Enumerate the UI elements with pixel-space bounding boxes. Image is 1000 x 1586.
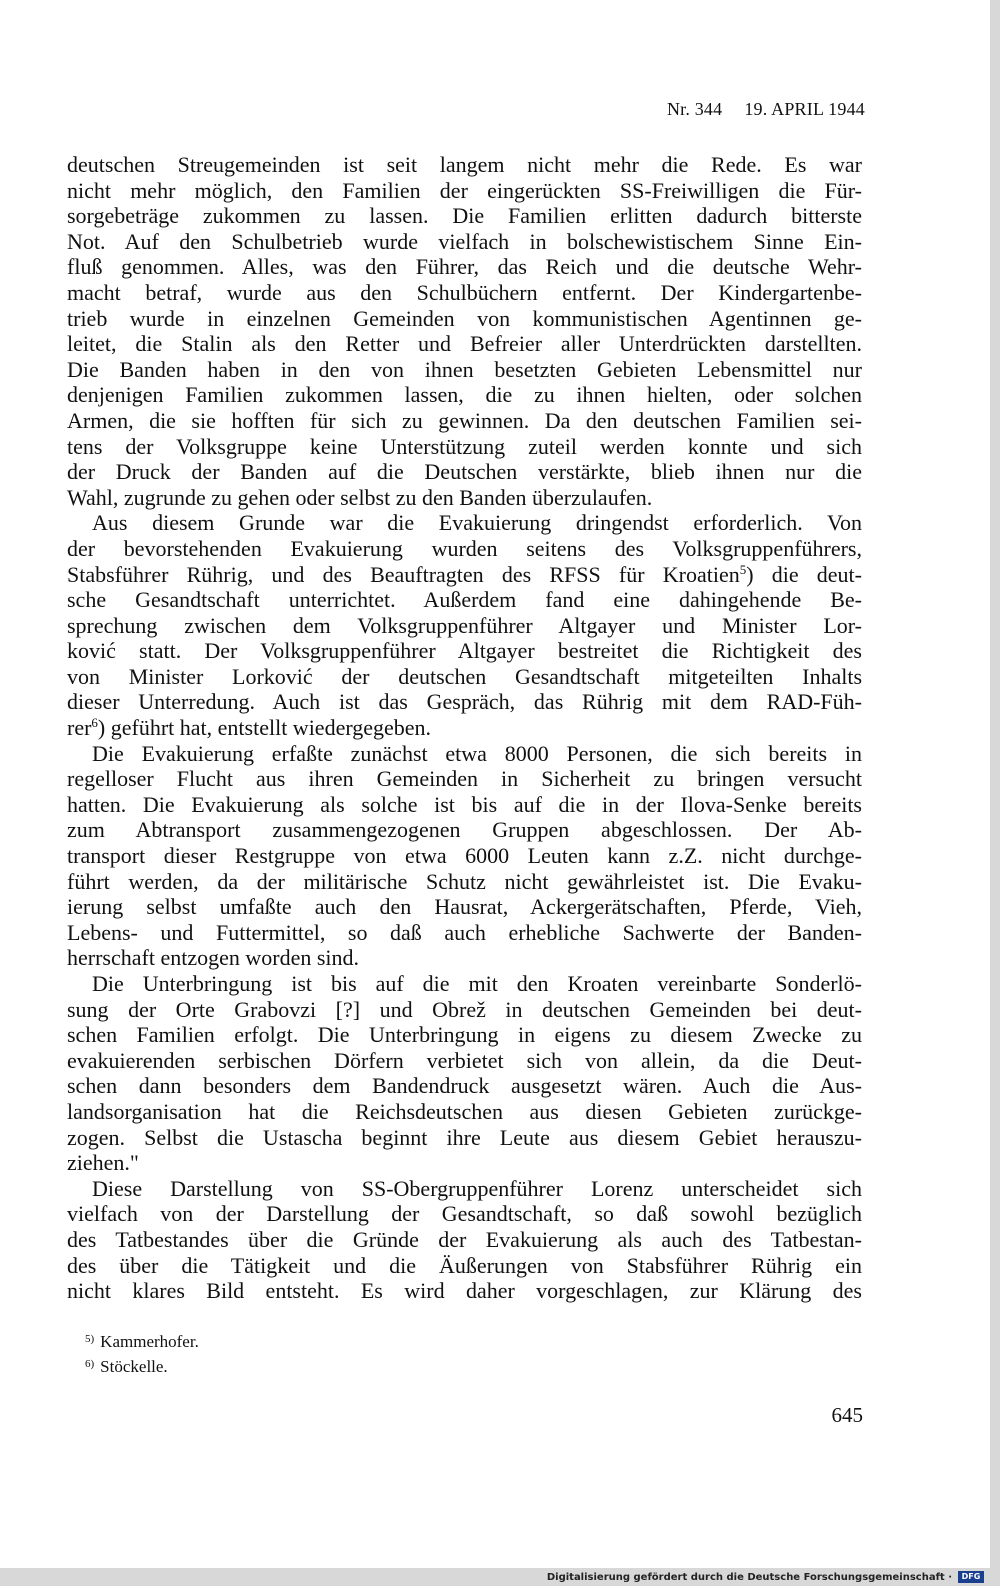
text-line: [67, 408, 862, 434]
text-line-content: regelloser Flucht aus ihren Gemeinden in Sicherheit zu bringen versucht: [67, 766, 862, 792]
text-line: [67, 1048, 862, 1074]
text-line-content: hatten. Die Evakuierung als solche ist bis auf die in der Ilova-Senke bereits: [67, 791, 862, 817]
document-date: 19. APRIL 1944: [744, 99, 865, 119]
text-line-content: Armen, die sie hofften für sich zu gewinnen. Da den deutschen Familien sei-: [67, 407, 862, 433]
text-line-content: des Tatbestandes über die Gründe der Evakuierung als auch des Tatbestan-: [67, 1226, 862, 1252]
text-line: [67, 280, 862, 306]
text-line-content: landsorganisation hat die Reichsdeutschen aus diesen Gebieten zurückge-: [67, 1098, 862, 1124]
text-line-content: Diese Darstellung von SS-Obergruppenführer Lorenz unterscheidet sich: [92, 1175, 862, 1201]
text-line: [67, 1227, 862, 1253]
text-line-content: sorgebeträge zukommen zu lassen. Die Familien erlitten dadurch bitterste: [67, 203, 862, 229]
text-line-content: macht betraf, wurde aus den Schulbüchern entfernt. Der Kindergartenbe-: [67, 279, 862, 305]
text-line: [67, 1099, 862, 1125]
text-line-content: der bevorstehenden Evakuierung wurden seitens des Volksgruppenführers,: [67, 535, 862, 561]
text-line-content: ković statt. Der Volksgruppenführer Altgayer bestreitet die Richtigkeit des: [67, 638, 862, 664]
footnote-text: Kammerhofer.: [100, 1332, 199, 1351]
text-line: [67, 1176, 862, 1202]
text-line-content: herrschaft entzogen worden sind.: [67, 945, 360, 971]
text-line: [67, 1150, 862, 1176]
dfg-logo: DFG: [958, 1571, 984, 1583]
footnote-reference: 5: [739, 561, 747, 577]
text-line: [67, 562, 862, 588]
text-line: [67, 664, 862, 690]
text-line-content: nicht klares Bild entsteht. Es wird daher vorgeschlagen, zur Klärung des: [67, 1278, 862, 1304]
text-line: [67, 945, 862, 971]
text-line-content: Wahl, zugrunde zu gehen oder selbst zu den Banden überzulaufen.: [67, 484, 653, 510]
text-line-content: sprechung zwischen dem Volksgruppenführer Altgayer und Minister Lor-: [67, 612, 862, 638]
text-line: [67, 1125, 862, 1151]
footnote-mark: 6): [85, 1358, 95, 1370]
text-line: [67, 1201, 862, 1227]
text-line: [67, 485, 862, 511]
text-line-content: tens der Volksgruppe keine Unterstützung zuteil werden konnte und sich: [67, 433, 862, 459]
text-line-content: zogen. Selbst die Ustascha beginnt ihre Leute aus diesem Gebiet herauszu-: [67, 1124, 862, 1150]
text-line-continuation: ) die deut-: [746, 561, 862, 587]
text-line-content: Die Banden haben in den von ihnen besetzten Gebieten Lebensmittel nur: [67, 356, 862, 382]
text-line-content: denjenigen Familien zukommen lassen, die zu ihnen hielten, oder solchen: [67, 382, 862, 408]
text-line-content: Die Unterbringung ist bis auf die mit den Kroaten vereinbarte Sonderlö-: [92, 971, 862, 996]
text-line-content: ierung selbst umfaßte auch den Hausrat, Ackergerätschaften, Pferde, Vieh,: [67, 894, 862, 920]
text-line: [67, 1022, 862, 1048]
footnote-reference: 6: [91, 715, 98, 731]
page-header: [667, 99, 865, 120]
text-line-content: evakuierenden serbischen Dörfern verbietet sich von allein, da die Deut-: [67, 1047, 862, 1073]
text-line-content: schen dann besonders dem Bandendruck ausgesetzt wären. Auch die Aus-: [67, 1073, 862, 1099]
text-line-content: rer: [67, 715, 92, 741]
text-line-content: Not. Auf den Schulbetrieb wurde vielfach in bolschewistischem Sinne Ein-: [67, 228, 862, 254]
text-line: [67, 997, 862, 1023]
text-line-content: zum Abtransport zusammengezogenen Gruppen abgeschlossen. Der Ab-: [67, 817, 862, 843]
text-line: [67, 434, 862, 460]
text-line-content: schen Familien erfolgt. Die Unterbringung in eigens zu diesem Zwecke zu: [67, 1022, 862, 1048]
footnotes: [85, 1328, 199, 1378]
text-line: [67, 510, 862, 536]
document-number: Nr. 344: [666, 99, 723, 119]
text-line-content: deutschen Streugemeinden ist seit langem nicht mehr die Rede. Es war: [67, 152, 862, 177]
text-line: [67, 178, 862, 204]
text-line: [67, 203, 862, 229]
text-line-content: des über die Tätigkeit und die Äußerungen von Stabsführer Rührig ein: [67, 1252, 862, 1278]
text-line-content: sung der Orte Grabovzi [?] und Obrež in deutschen Gemeinden bei deut-: [67, 996, 862, 1022]
text-line: [67, 229, 862, 255]
text-line-content: nicht mehr möglich, den Familien der eingerückten SS-Freiwilligen die Für-: [67, 177, 862, 203]
text-line-content: vielfach von der Darstellung der Gesandtschaft, so daß sowohl bezüglich: [67, 1201, 862, 1227]
text-line: [67, 382, 862, 408]
digitization-footer: [0, 1568, 1000, 1586]
text-line: [67, 869, 862, 895]
footnote: [85, 1328, 199, 1353]
text-line: [67, 306, 862, 332]
text-line-content: sche Gesandtschaft unterrichtet. Außerdem fand eine dahingehende Be-: [67, 587, 862, 613]
footnote-text: Stöckelle.: [100, 1357, 168, 1376]
text-line: [67, 1253, 862, 1279]
text-line: [67, 920, 862, 946]
text-line: [67, 715, 862, 741]
text-line: [67, 536, 862, 562]
text-line: [67, 792, 862, 818]
text-line: [67, 689, 862, 715]
text-line-content: leitet, die Stalin als den Retter und Befreier aller Unterdrückten darstellten.: [67, 331, 862, 357]
footnote-mark: 5): [85, 1333, 95, 1345]
text-line-content: von Minister Lorković der deutschen Gesandtschaft mitgeteilten Inhalts: [67, 663, 862, 689]
text-line-content: der Druck der Banden auf die Deutschen verstärkte, blieb ihnen nur die: [67, 459, 862, 485]
text-line: [67, 843, 862, 869]
text-line-content: Stabsführer Rührig, und des Beauftragten des RFSS für Kroatien: [67, 561, 740, 587]
text-line-continuation: ) geführt hat, entstellt wiedergegeben.: [97, 715, 432, 741]
text-line: [67, 638, 862, 664]
text-line-content: Lebens- und Futtermittel, so daß auch erhebliche Sachwerte der Banden-: [67, 919, 862, 945]
text-line: [67, 766, 862, 792]
text-line-content: führt werden, da der militärische Schutz nicht gewährleistet ist. Die Evaku-: [67, 868, 862, 894]
text-line-content: dieser Unterredung. Auch ist das Gespräch, das Rührig mit dem RAD-Füh-: [67, 689, 862, 715]
text-line-content: Aus diesem Grunde war die Evakuierung dringendst erforderlich. Von: [92, 510, 862, 536]
text-line: [67, 1278, 862, 1304]
text-line: [67, 741, 862, 767]
text-line: [67, 254, 862, 280]
text-line: [67, 613, 862, 639]
digitization-credit: Digitalisierung gefördert durch die Deutsche Forschungsgemeinschaft ·: [546, 1572, 952, 1583]
text-line: [67, 357, 862, 383]
page-number: 645: [831, 1403, 863, 1427]
text-line-content: trieb wurde in einzelnen Gemeinden von kommunistischen Agentinnen ge-: [67, 305, 862, 331]
text-line: [67, 817, 862, 843]
text-line: [67, 459, 862, 485]
text-line-content: transport dieser Restgruppe von etwa 6000 Leuten kann z.Z. nicht durchge-: [67, 843, 862, 869]
text-line: [67, 971, 862, 997]
text-line: [67, 152, 862, 178]
text-line: [67, 587, 862, 613]
text-line-content: Die Evakuierung erfaßte zunächst etwa 8000 Personen, die sich bereits in: [92, 740, 862, 766]
text-line-content: ziehen.": [67, 1150, 139, 1176]
body-text: [67, 152, 862, 1304]
text-line: [67, 1073, 862, 1099]
text-line: [67, 331, 862, 357]
text-line-content: fluß genommen. Alles, was den Führer, das Reich und die deutsche Wehr-: [67, 254, 862, 280]
footnote: [85, 1353, 199, 1378]
text-line: [67, 894, 862, 920]
